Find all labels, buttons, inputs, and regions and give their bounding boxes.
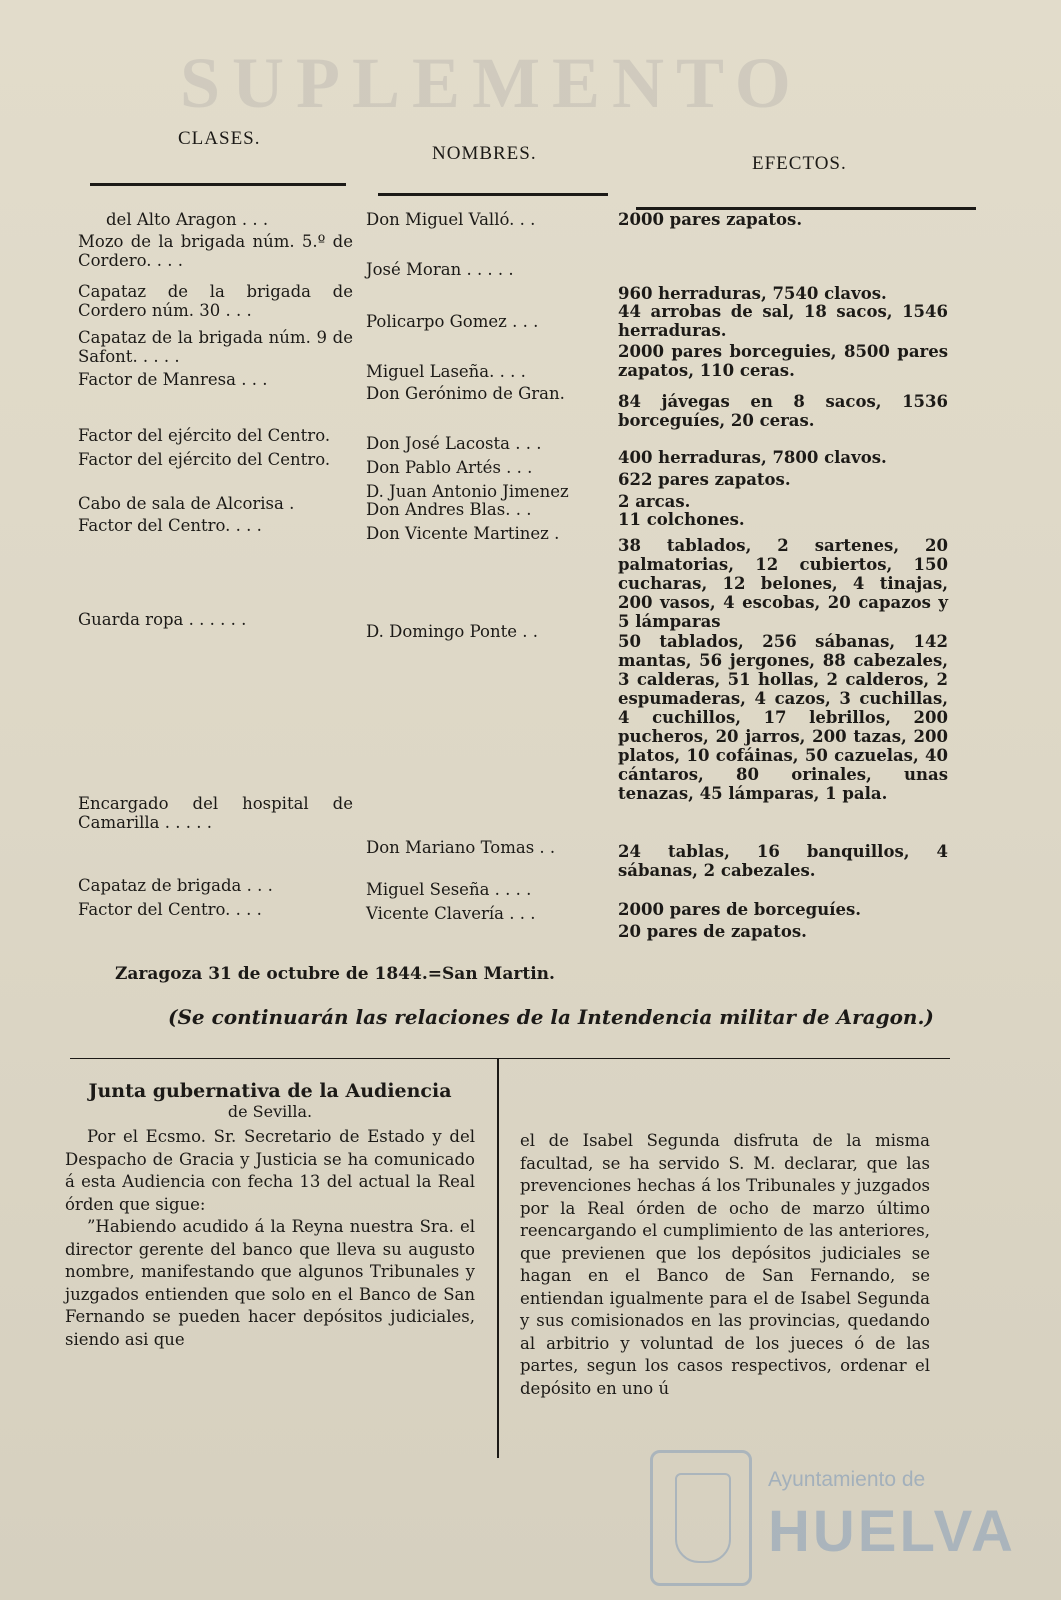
row-clase: Factor del ejército del Centro.	[78, 426, 331, 445]
row-clase: Capataz de la brigada núm. 9 de Safont. . . . .	[78, 328, 353, 366]
row-efecto: 2 arcas.	[618, 492, 691, 511]
row-efecto: 44 arrobas de sal, 18 sacos, 1546 herraduras.	[618, 302, 948, 340]
row-efecto: 400 herraduras, 7800 clavos.	[618, 448, 887, 467]
junta-paragraph: Por el Ecsmo. Sr. Secretario de Estado y del Despacho de Gracia y Justicia se ha comunicado á esta Audiencia con fecha 13 del actual la Real órden que sigue:	[65, 1127, 475, 1214]
row-efecto: 50 tablados, 256 sábanas, 142 mantas, 56 jergones, 88 cabezales, 3 calderas, 51 hollas, 2 calderos, 2 espumaderas, 4 cazos, 3 cuchillas, 4 cuchillos, 17 lebrillos, 200 pucheros, 20 jarros, 200 tazas, 200 platos, 10 cofáinas, 50 cazuelas, 40 cántaros, 80 orinales, unas tenazas, 45 lámparas, 1 pala.	[618, 632, 948, 803]
row-efecto: 2000 pares zapatos.	[618, 210, 803, 229]
row-nombre: Don Andres Blas. . .	[366, 500, 532, 519]
archive-watermark	[650, 1450, 1016, 1590]
header-rule-nombres	[378, 193, 608, 196]
watermark-big-text: HUELVA	[768, 1499, 1016, 1564]
row-clase: Factor del ejército del Centro.	[78, 450, 331, 469]
row-nombre: Don Miguel Valló. . .	[366, 210, 536, 229]
row-nombre: D. Juan Antonio Jimenez	[366, 482, 569, 501]
row-clase: Capataz de la brigada de Cordero núm. 30 . . .	[78, 282, 353, 320]
row-efecto: 20 pares de zapatos.	[618, 922, 807, 941]
row-efecto: 622 pares zapatos.	[618, 470, 791, 489]
junta-left-column	[65, 1080, 475, 1351]
row-efecto: 24 tablas, 16 banquillos, 4 sábanas, 2 cabezales.	[618, 842, 948, 880]
column-header-efectos: EFECTOS.	[752, 153, 847, 174]
row-efecto: 11 colchones.	[618, 510, 745, 529]
row-nombre: Don Gerónimo de Gran.	[366, 384, 565, 403]
junta-paragraph: ”Habiendo acudido á la Reyna nuestra Sra. el director gerente del banco que lleva su augusto nombre, manifestando que algunos Tribunales y juzgados entienden que solo en el Banco de San Fernando se pueden hacer depósitos judiciales, siendo asi que	[65, 1217, 475, 1349]
row-clase: Mozo de la brigada núm. 5.º de Cordero. . . .	[78, 232, 353, 270]
row-nombre: José Moran . . . . .	[366, 260, 514, 279]
section-rule	[70, 1058, 950, 1059]
row-clase: Encargado del hospital de Camarilla . . . . .	[78, 794, 353, 832]
row-nombre: Don Vicente Martinez .	[366, 524, 560, 543]
column-header-nombres: NOMBRES.	[432, 143, 537, 164]
header-rule-clases	[90, 183, 346, 186]
signature-line: Zaragoza 31 de octubre de 1844.=San Martin.	[115, 964, 555, 984]
row-nombre: Don Mariano Tomas . .	[366, 838, 556, 857]
watermark-small-text: Ayuntamiento de	[768, 1468, 926, 1491]
row-clase: Cabo de sala de Alcorisa .	[78, 494, 295, 513]
row-clase: Factor de Manresa . . .	[78, 370, 268, 389]
row-nombre: Miguel Laseña. . . .	[366, 362, 526, 381]
column-header-clases: CLASES.	[178, 128, 261, 149]
row-efecto: 2000 pares de borceguíes.	[618, 900, 862, 919]
row-clase: del Alto Aragon . . .	[106, 210, 269, 229]
row-clase: Factor del Centro. . . .	[78, 900, 262, 919]
junta-title: Junta gubernativa de la Audiencia	[88, 1080, 452, 1102]
show-through-title: SUPLEMENTO	[180, 43, 803, 123]
row-nombre: Don José Lacosta . . .	[366, 434, 542, 453]
row-efecto: 38 tablados, 2 sartenes, 20 palmatorias, 12 cubiertos, 150 cucharas, 12 belones, 4 tinajas, 200 vasos, 4 escobas, 20 capazos y 5 lámparas	[618, 536, 948, 631]
junta-right-column	[520, 1130, 930, 1400]
column-divider	[497, 1058, 499, 1458]
row-efecto: 84 jávegas en 8 sacos, 1536 borceguíes, 20 ceras.	[618, 392, 948, 430]
junta-subtitle: de Sevilla.	[227, 1102, 313, 1121]
row-nombre: Miguel Seseña . . . .	[366, 880, 532, 899]
row-nombre: Vicente Clavería . . .	[366, 904, 536, 923]
row-efecto: 2000 pares borceguies, 8500 pares zapatos, 110 ceras.	[618, 342, 948, 380]
continuation-note: (Se continuarán las relaciones de la Intendencia militar de Aragon.)	[168, 1005, 934, 1029]
row-nombre: D. Domingo Ponte . .	[366, 622, 538, 641]
row-clase: Capataz de brigada . . .	[78, 876, 273, 895]
city-seal-icon	[650, 1450, 752, 1586]
row-efecto: 960 herraduras, 7540 clavos.	[618, 284, 887, 303]
row-clase: Factor del Centro. . . .	[78, 516, 262, 535]
seal-shield-icon	[675, 1473, 731, 1563]
row-clase: Guarda ropa . . . . . .	[78, 610, 247, 629]
row-nombre: Policarpo Gomez . . .	[366, 312, 539, 331]
junta-paragraph: el de Isabel Segunda disfruta de la misma facultad, se ha servido S. M. declarar, que las prevenciones hechas á los Tribunales y juzgados por la Real órden de ocho de marzo último reencargando el cumplimiento de las anteriores, que previenen que los depósitos judiciales se hagan en el Banco de San Fernando, se entiendan igualmente para el de Isabel Segunda y sus comisionados en las provincias, quedando al arbitrio y voluntad de los jueces ó de las partes, segun los casos respectivos, ordenar el depósito en uno ú	[520, 1131, 930, 1398]
row-nombre: Don Pablo Artés . . .	[366, 458, 533, 477]
